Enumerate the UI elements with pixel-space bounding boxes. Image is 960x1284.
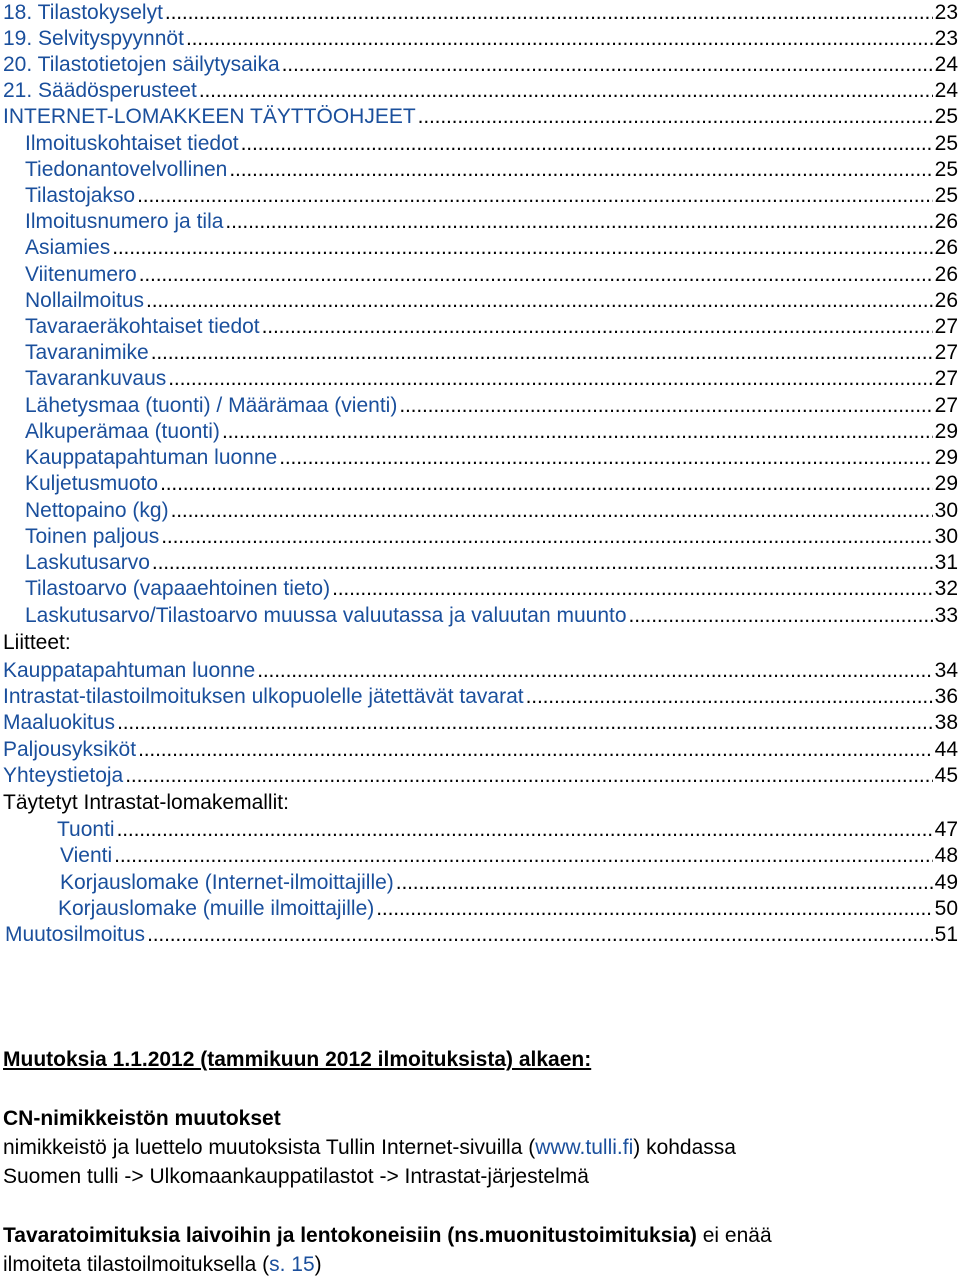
toc-entry-label: Kauppatapahtuman luonne bbox=[25, 446, 278, 469]
toc-entry[interactable] bbox=[0, 314, 958, 340]
cn-changes-line2: Suomen tulli -> Ulkomaankauppatilastot -> Intrastat-järjestelmä bbox=[3, 1165, 589, 1188]
toc-page-number: 25 bbox=[934, 105, 958, 128]
toc-entry[interactable] bbox=[0, 817, 958, 843]
toc-leader-dots bbox=[168, 366, 932, 392]
toc-entry-label: Asiamies bbox=[25, 236, 111, 259]
toc-leader-dots bbox=[629, 603, 933, 629]
toc-leader-dots bbox=[138, 737, 933, 763]
toc-page-number: 27 bbox=[934, 367, 958, 390]
toc-page-number: 33 bbox=[934, 604, 958, 627]
toc-leader-dots bbox=[241, 131, 933, 157]
toc-page-number: 26 bbox=[934, 236, 958, 259]
toc-entry-label: Laskutusarvo bbox=[25, 551, 150, 574]
toc-leader-dots bbox=[160, 471, 933, 497]
toc-entry[interactable] bbox=[0, 262, 958, 288]
toc-entry[interactable] bbox=[0, 52, 958, 78]
toc-entry[interactable] bbox=[0, 498, 958, 524]
toc-page-number: 27 bbox=[934, 341, 958, 364]
toc-entry[interactable] bbox=[0, 870, 958, 896]
page-15-link[interactable]: s. 15 bbox=[269, 1253, 315, 1276]
toc-page-number: 45 bbox=[934, 764, 958, 787]
toc-page-number: 25 bbox=[934, 132, 958, 155]
toc-entry-label: Kuljetusmuoto bbox=[25, 472, 159, 495]
changes-title: Muutoksia 1.1.2012 (tammikuun 2012 ilmoituksista) alkaen: bbox=[3, 1048, 592, 1071]
toc-entry-label: Paljousyksiköt bbox=[3, 738, 137, 761]
toc-entry[interactable] bbox=[0, 183, 958, 209]
toc-page-number: 23 bbox=[934, 1, 958, 24]
toc-entry[interactable] bbox=[0, 658, 958, 684]
toc-entry-label: Viitenumero bbox=[25, 263, 137, 286]
toc-leader-dots bbox=[139, 262, 933, 288]
toc-page-number: 30 bbox=[934, 525, 958, 548]
toc-entry-label: Tilastoarvo (vapaaehtoinen tieto) bbox=[25, 577, 331, 600]
toc-page-number: 27 bbox=[934, 394, 958, 417]
toc-entry-label: Alkuperämaa (tuonti) bbox=[25, 420, 220, 443]
toc-entry-label: Tiedonantovelvollinen bbox=[25, 158, 228, 181]
supply-bold-text: Tavaratoimituksia laivoihin ja lentokoneisiin (ns.muonitustoimituksia) bbox=[3, 1224, 697, 1247]
toc-leader-dots bbox=[222, 419, 933, 445]
toc-leader-dots bbox=[146, 288, 933, 314]
toc-entry[interactable] bbox=[0, 603, 958, 629]
toc-page-number: 32 bbox=[934, 577, 958, 600]
cn-changes-line1 bbox=[3, 1133, 953, 1162]
toc-leader-dots bbox=[137, 183, 933, 209]
toc-entry[interactable] bbox=[0, 524, 958, 550]
supply-line2 bbox=[3, 1250, 953, 1279]
toc-page-number: 34 bbox=[934, 659, 958, 682]
cn-changes-title: CN-nimikkeistön muutokset bbox=[3, 1107, 281, 1130]
toc-entry[interactable] bbox=[0, 737, 958, 763]
toc-entry[interactable] bbox=[0, 763, 958, 789]
toc-page-number: 24 bbox=[934, 79, 958, 102]
toc-page-number: 25 bbox=[934, 158, 958, 181]
toc-page-number: 30 bbox=[934, 499, 958, 522]
toc-leader-dots bbox=[117, 710, 933, 736]
toc-entry[interactable] bbox=[0, 393, 958, 419]
toc-leader-dots bbox=[171, 498, 933, 524]
toc-entry-label: Kauppatapahtuman luonne bbox=[3, 659, 256, 682]
toc-entry-label: Tavaranimike bbox=[25, 341, 149, 364]
toc-leader-dots bbox=[199, 78, 933, 104]
toc-entry-label: Lähetysmaa (tuonti) / Määrämaa (vienti) bbox=[25, 394, 398, 417]
toc-page-number: 26 bbox=[934, 289, 958, 312]
supply-line2-text: ilmoiteta tilastoilmoituksella ( bbox=[3, 1253, 270, 1276]
cn-changes-block bbox=[3, 1104, 953, 1191]
toc-page-number: 31 bbox=[934, 551, 958, 574]
toc-leader-dots bbox=[279, 445, 932, 471]
toc-entry-label: Nettopaino (kg) bbox=[25, 499, 169, 522]
toc-leader-dots bbox=[526, 684, 933, 710]
toc-entry-label: Maaluokitus bbox=[3, 711, 116, 734]
appendix-heading: Liitteet: bbox=[3, 631, 71, 654]
toc-leader-dots bbox=[152, 550, 933, 576]
toc-leader-dots bbox=[282, 52, 933, 78]
toc-page-number: 23 bbox=[934, 27, 958, 50]
toc-entry-label: Laskutusarvo/Tilastoarvo muussa valuutassa ja valuutan muunto bbox=[25, 604, 627, 627]
toc-page-number: 51 bbox=[934, 923, 958, 946]
toc-leader-dots bbox=[399, 393, 932, 419]
cn-line1-end: ) kohdassa bbox=[633, 1136, 736, 1159]
toc-entry[interactable] bbox=[0, 235, 958, 261]
toc-entry-label: Korjauslomake (Internet-ilmoittajille) bbox=[60, 871, 394, 894]
toc-entry[interactable] bbox=[0, 576, 958, 602]
cn-line1-text: nimikkeistö ja luettelo muutoksista Tullin Internet-sivuilla ( bbox=[3, 1136, 536, 1159]
toc-leader-dots bbox=[161, 524, 932, 550]
toc-entry-label: Tavaraeräkohtaiset tiedot bbox=[25, 315, 260, 338]
toc-entry[interactable] bbox=[0, 445, 958, 471]
toc-page-number: 29 bbox=[934, 420, 958, 443]
filled-forms-heading: Täytetyt Intrastat-lomakemallit: bbox=[3, 791, 289, 814]
toc-entry[interactable] bbox=[0, 340, 958, 366]
toc-entry-label: Muutosilmoitus bbox=[5, 923, 146, 946]
toc-entry-label: INTERNET-LOMAKKEEN TÄYTTÖOHJEET bbox=[3, 105, 416, 128]
toc-leader-dots bbox=[112, 235, 932, 261]
toc-leader-dots bbox=[151, 340, 933, 366]
toc-entry-label: Yhteystietoja bbox=[3, 764, 124, 787]
toc-entry-label: 21. Säädösperusteet bbox=[3, 79, 197, 102]
toc-entry-label: Ilmoitusnumero ja tila bbox=[25, 210, 224, 233]
toc-entry[interactable] bbox=[0, 0, 958, 26]
toc-leader-dots bbox=[418, 104, 933, 130]
toc-page-number: 36 bbox=[934, 685, 958, 708]
toc-leader-dots bbox=[229, 157, 932, 183]
toc-page-number: 26 bbox=[934, 263, 958, 286]
supply-block bbox=[3, 1221, 953, 1279]
toc-leader-dots bbox=[332, 576, 933, 602]
supply-line2-end: ) bbox=[314, 1253, 322, 1276]
toc-page-number: 50 bbox=[934, 897, 958, 920]
toc-entry[interactable] bbox=[0, 922, 958, 948]
toc-entry[interactable] bbox=[0, 157, 958, 183]
toc-entry[interactable] bbox=[0, 78, 958, 104]
toc-leader-dots bbox=[262, 314, 933, 340]
toc-leader-dots bbox=[376, 896, 932, 922]
toc-entry[interactable] bbox=[0, 209, 958, 235]
toc-page-number: 44 bbox=[934, 738, 958, 761]
toc-entry[interactable] bbox=[0, 26, 958, 52]
toc-leader-dots bbox=[396, 870, 933, 896]
toc-entry-label: Vienti bbox=[60, 844, 113, 867]
toc-entry-label: Nollailmoitus bbox=[25, 289, 145, 312]
toc-page-number: 47 bbox=[934, 818, 958, 841]
toc-leader-dots bbox=[114, 843, 932, 869]
toc-page-number: 27 bbox=[934, 315, 958, 338]
toc-page-number: 29 bbox=[934, 472, 958, 495]
toc-entry-label: 20. Tilastotietojen säilytysaika bbox=[3, 53, 280, 76]
toc-leader-dots bbox=[186, 26, 933, 52]
toc-entry-label: 19. Selvityspyynnöt bbox=[3, 27, 184, 50]
toc-entry-label: Tuonti bbox=[57, 818, 115, 841]
changes-section-title bbox=[3, 1045, 953, 1074]
toc-entry[interactable] bbox=[0, 104, 958, 130]
toc-entry[interactable] bbox=[0, 471, 958, 497]
toc-entry-label: Tilastojakso bbox=[25, 184, 136, 207]
toc-leader-dots bbox=[165, 0, 933, 26]
toc-page-number: 24 bbox=[934, 53, 958, 76]
toc-page-number: 26 bbox=[934, 210, 958, 233]
tulli-link[interactable]: www.tulli.fi bbox=[535, 1136, 634, 1159]
toc-page-number: 25 bbox=[934, 184, 958, 207]
toc-leader-dots bbox=[117, 817, 933, 843]
toc-page-number: 49 bbox=[934, 871, 958, 894]
toc-entry[interactable] bbox=[0, 684, 958, 710]
toc-page-number: 38 bbox=[934, 711, 958, 734]
toc-entry[interactable] bbox=[0, 419, 958, 445]
toc-entry[interactable] bbox=[0, 366, 958, 392]
toc-entry[interactable] bbox=[0, 550, 958, 576]
toc-entry-label: Tavarankuvaus bbox=[25, 367, 167, 390]
supply-line1 bbox=[3, 1221, 953, 1250]
toc-page-number: 29 bbox=[934, 446, 958, 469]
toc-entry[interactable] bbox=[0, 710, 958, 736]
toc-entry[interactable] bbox=[0, 288, 958, 314]
toc-leader-dots bbox=[147, 922, 933, 948]
toc-leader-dots bbox=[125, 763, 932, 789]
toc-leader-dots bbox=[257, 658, 932, 684]
toc-entry-label: 18. Tilastokyselyt bbox=[3, 1, 163, 24]
supply-rest-text: ei enää bbox=[696, 1224, 772, 1247]
toc-entry-label: Korjauslomake (muille ilmoittajille) bbox=[58, 897, 375, 920]
toc-entry-label: Toinen paljous bbox=[25, 525, 160, 548]
toc-entry[interactable] bbox=[0, 131, 958, 157]
toc-entry[interactable] bbox=[0, 843, 958, 869]
toc-entry-label: Intrastat-tilastoilmoituksen ulkopuolelle jätettävät tavarat bbox=[3, 685, 524, 708]
toc-entry-label: Ilmoituskohtaiset tiedot bbox=[25, 132, 239, 155]
toc-page-number: 48 bbox=[934, 844, 958, 867]
toc-leader-dots bbox=[225, 209, 932, 235]
toc-entry[interactable] bbox=[0, 896, 958, 922]
